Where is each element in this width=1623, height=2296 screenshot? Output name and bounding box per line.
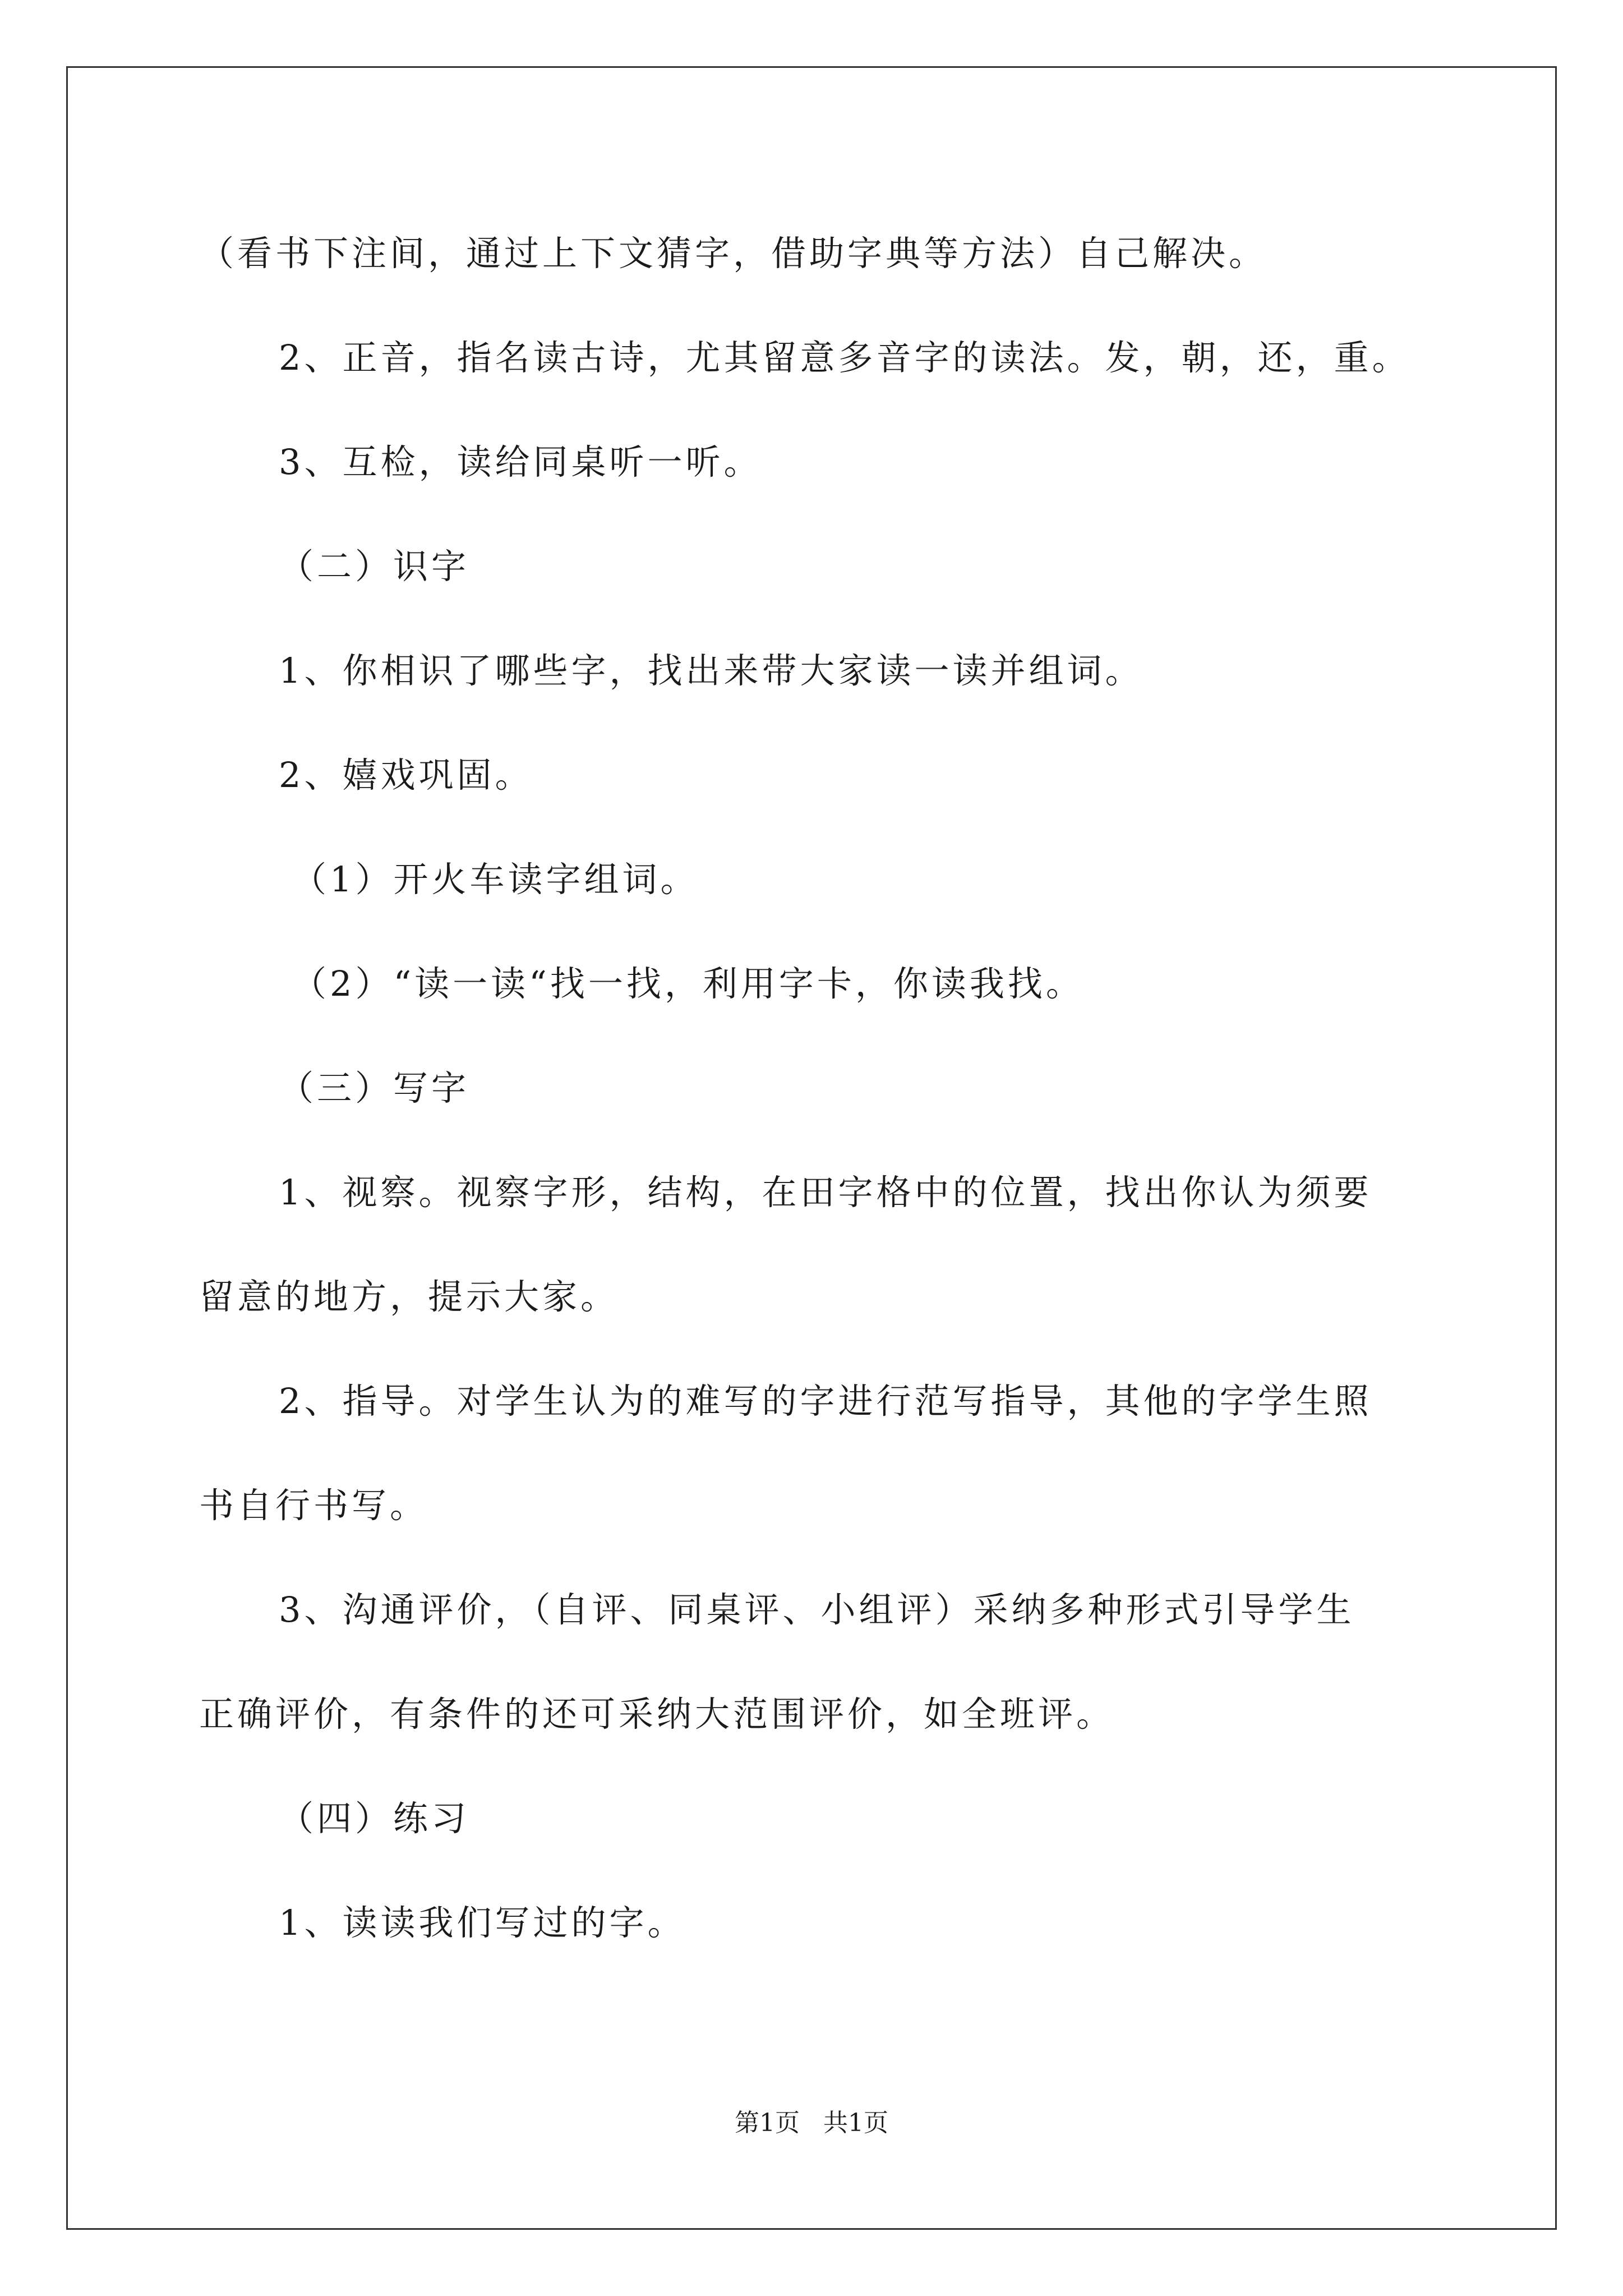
paragraph-line: 书自行书写。	[199, 1485, 428, 1526]
section-heading: （二）识字	[279, 546, 470, 587]
paragraph-line: 1、视察。视察字形，结构，在田字格中的位置，找出你认为须要	[279, 1172, 1372, 1213]
section-heading: （四）练习	[279, 1798, 470, 1839]
paragraph-line: 2、指导。对学生认为的难写的字进行范写指导，其他的字学生照	[279, 1381, 1372, 1421]
paragraph-line: （2）“读一读“找一找，利用字卡，你读我找。	[292, 963, 1084, 1004]
paragraph-line: 1、你相识了哪些字，找出来带大家读一读并组词。	[279, 650, 1144, 691]
paragraph-line: 3、沟通评价，（自评、同桌评、小组评）采纳多种形式引导学生	[279, 1589, 1355, 1630]
section-heading: （三）写字	[279, 1068, 470, 1108]
paragraph-line: 1、读读我们写过的字。	[279, 1902, 686, 1943]
paragraph-line: 3、互检，读给同桌听一听。	[279, 441, 762, 482]
paragraph-line: 2、嬉戏巩固。	[279, 754, 533, 795]
paragraph-line: 留意的地方，提示大家。	[199, 1276, 619, 1317]
paragraph-line: （看书下注间，通过上下文猜字，借助字典等方法）自己解决。	[199, 233, 1267, 274]
page-footer: 第1页 共1页	[735, 2109, 888, 2137]
paragraph-line: （1）开火车读字组词。	[292, 859, 699, 900]
paragraph-line: 2、正音，指名读古诗，尤其留意多音字的读法。发，朝，还，重。	[279, 337, 1410, 378]
paragraph-line: 正确评价，有条件的还可采纳大范围评价，如全班评。	[199, 1694, 1115, 1734]
